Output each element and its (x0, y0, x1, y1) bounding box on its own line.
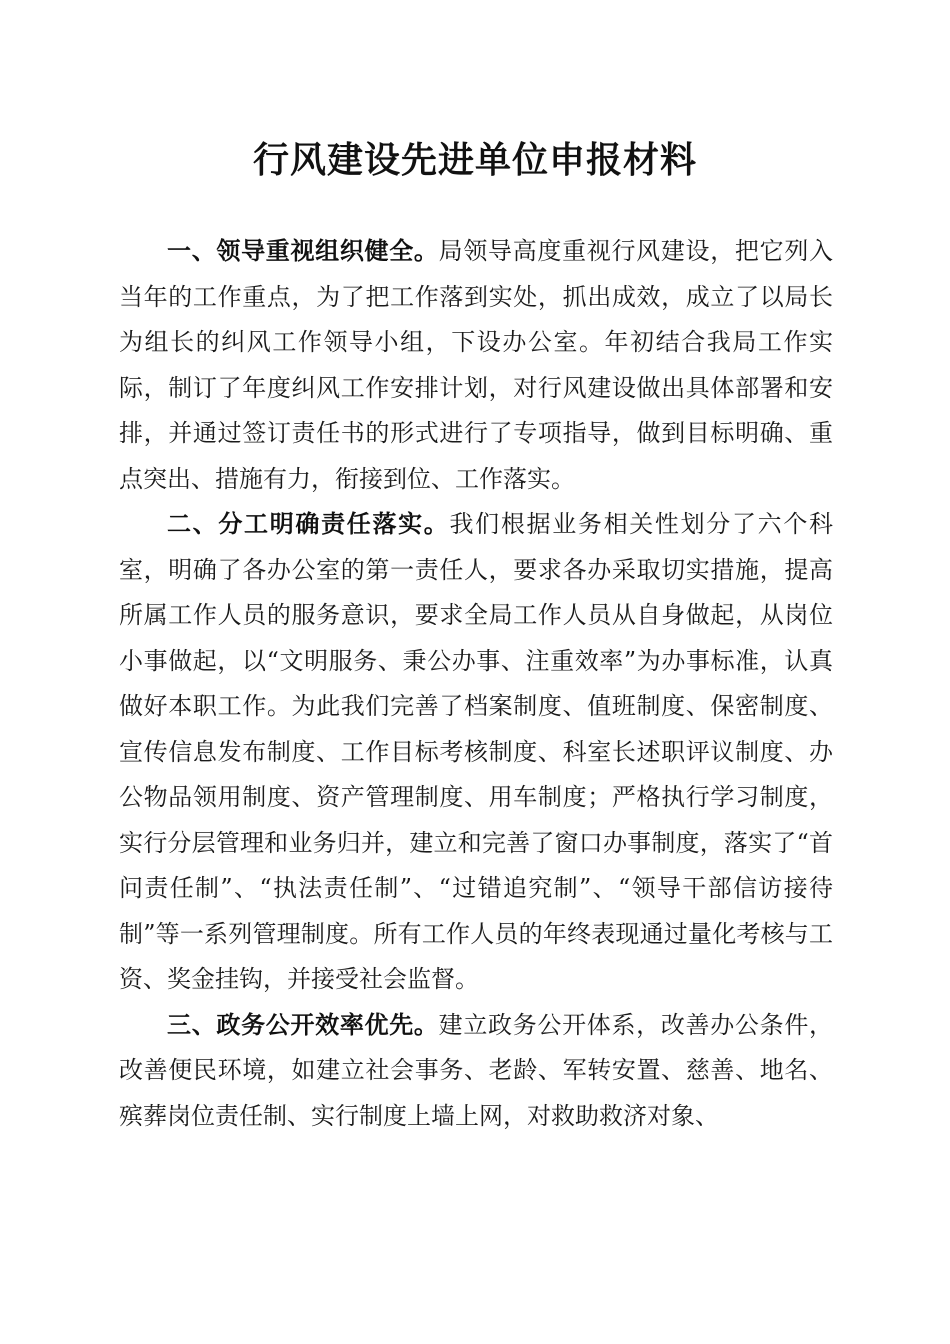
paragraph-1-text: 局领导高度重视行风建设，把它列入当年的工作重点，为了把工作落到实处，抓出成效，成立了以局长为组长的纠风工作领导小组，下设办公室。年初结合我局工作实际，制订了年度纠风工作安排计划，对行风建设做出具体部署和安排，并通过签订责任书的形式进行了专项指导，做到目标明确、重点突出、措施有力，衔接到位、工作落实。 (119, 237, 834, 493)
paragraph-1-heading: 一、领导重视组织健全。 (167, 237, 439, 265)
paragraph-3 (119, 1003, 833, 1140)
paragraph-3-text: 建立政务公开体系，改善办公条件，改善便民环境，如建立社会事务、老龄、军转安置、慈善、地名、殡葬岗位责任制、实行制度上墙上网，对救助救济对象、 (119, 1010, 834, 1130)
paragraph-2 (119, 502, 833, 1003)
paragraph-1 (119, 229, 833, 502)
paragraph-2-text: 我们根据业务相关性划分了六个科室，明确了各办公室的第一责任人，要求各办采取切实措施，提高所属工作人员的服务意识，要求全局工作人员从自身做起，从岗位小事做起，以“文明服务、秉公办事、注重效率”为办事标准，认真做好本职工作。为此我们完善了档案制度、值班制度、保密制度、宣传信息发布制度、工作目标考核制度、科室长述职评议制度、办公物品领用制度、资产管理制度、用车制度；严格执行学习制度，实行分层管理和业务归并，建立和完善了窗口办事制度，落实了“首问责任制”、“执法责任制”、“过错追究制”、“领导干部信访接待制”等一系列管理制度。所有工作人员的年终表现通过量化考核与工资、奖金挂钩，并接受社会监督。 (119, 510, 834, 993)
paragraph-2-heading: 二、分工明确责任落实。 (167, 510, 450, 538)
document-body (119, 229, 833, 1139)
paragraph-3-heading: 三、政务公开效率优先。 (167, 1010, 439, 1039)
document-title: 行风建设先进单位申报材料 (252, 139, 697, 181)
